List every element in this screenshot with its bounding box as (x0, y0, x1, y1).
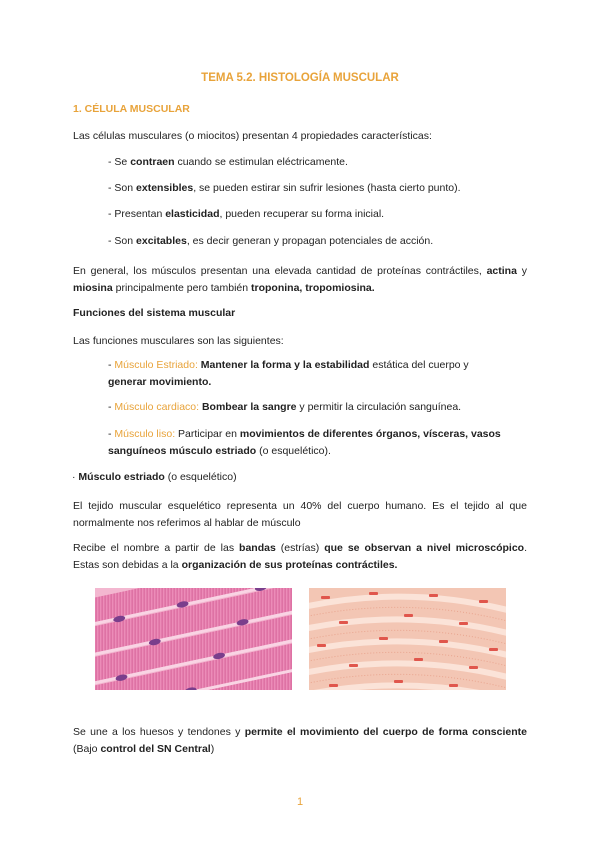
text: (estrías) (275, 542, 325, 554)
keyword: Músculo estriado (78, 471, 165, 483)
intro-paragraph: Las células musculares (o miocitos) presentan 4 propiedades características: (73, 130, 432, 142)
keyword: miosina (73, 282, 113, 294)
text: (Bajo (73, 743, 101, 755)
striated-heading (72, 469, 237, 486)
text: estática del cuerpo y (369, 359, 469, 371)
function-label: Músculo Estriado: (114, 359, 198, 371)
text: y (516, 265, 528, 277)
text: ) (210, 743, 215, 755)
keyword: movimientos de diferentes órganos, vísceras, vasos sanguíneos músculo estriado (108, 428, 501, 457)
property-text: , se pueden estirar sin sufrir lesiones (hasta cierto punto). (193, 182, 461, 194)
text: (o esquelético). (256, 445, 331, 457)
bullet: · (72, 471, 79, 483)
keyword: generar movimiento. (108, 376, 212, 388)
text: Recibe el nombre a partir de las (73, 542, 240, 554)
muscle-diagram-image (309, 588, 506, 690)
text: - (108, 401, 115, 413)
function-label: Músculo cardiaco: (114, 401, 200, 413)
keyword: Bombear la sangre (199, 401, 297, 413)
functions-intro: Las funciones musculares son las siguientes: (73, 335, 284, 347)
text: Participar en (175, 428, 240, 440)
keyword: bandas (239, 542, 276, 554)
property-text: - Presentan (108, 208, 166, 220)
functions-heading: Funciones del sistema muscular (73, 307, 236, 319)
striated-paragraph-3 (73, 724, 527, 758)
histology-micrograph-image (95, 588, 292, 690)
property-item (108, 154, 348, 171)
section-heading: 1. CÉLULA MUSCULAR (73, 103, 190, 115)
property-text: cuando se estimulan eléctricamente. (174, 156, 348, 168)
micrograph-svg (95, 588, 292, 690)
property-keyword: elasticidad (165, 208, 220, 220)
property-item (108, 180, 461, 197)
property-item (108, 233, 433, 250)
keyword: actina (486, 265, 517, 277)
property-text: - Son (108, 182, 137, 194)
function-item (108, 426, 508, 460)
text: principalmente pero también (112, 282, 252, 294)
keyword: troponina, tropomiosina. (251, 282, 375, 294)
property-text: , es decir generan y propagan potenciales de acción. (186, 235, 434, 247)
function-item (108, 357, 508, 391)
text: - (108, 428, 115, 440)
text: Se une a los huesos y tendones y (73, 726, 245, 738)
property-keyword: extensibles (136, 182, 194, 194)
striated-paragraph-1: El tejido muscular esquelético representa un 40% del cuerpo humano. Es el tejido al que normalmente nos referimos al hablar de músculo (73, 500, 527, 529)
property-keyword: contraen (130, 156, 175, 168)
text: (o esquelético) (164, 471, 237, 483)
function-item (108, 399, 508, 416)
keyword: que se observan a nivel microscópico (324, 542, 525, 554)
property-text: , pueden recuperar su forma inicial. (219, 208, 385, 220)
striated-paragraph-2 (73, 540, 527, 574)
text: En general, los músculos presentan una elevada cantidad de proteínas contráctiles, (73, 265, 487, 277)
keyword: organización de sus proteínas contráctiles. (181, 559, 398, 571)
text: - (108, 359, 115, 371)
general-paragraph (73, 263, 527, 297)
diagram-svg (309, 588, 506, 690)
property-item (108, 206, 384, 223)
function-label: Músculo liso: (114, 428, 176, 440)
text: . Estas son debidas a la (73, 542, 527, 571)
keyword: permite el movimiento del cuerpo de forma consciente (244, 726, 527, 738)
property-text: - Son (108, 235, 137, 247)
property-keyword: excitables (136, 235, 187, 247)
page-number: 1 (296, 796, 304, 808)
property-text: - Se (108, 156, 131, 168)
text: y permitir la circulación sanguínea. (296, 401, 462, 413)
document-title: TEMA 5.2. HISTOLOGÍA MUSCULAR (201, 72, 399, 84)
keyword: control del SN Central (100, 743, 211, 755)
keyword: Mantener la forma y la estabilidad (197, 359, 370, 371)
